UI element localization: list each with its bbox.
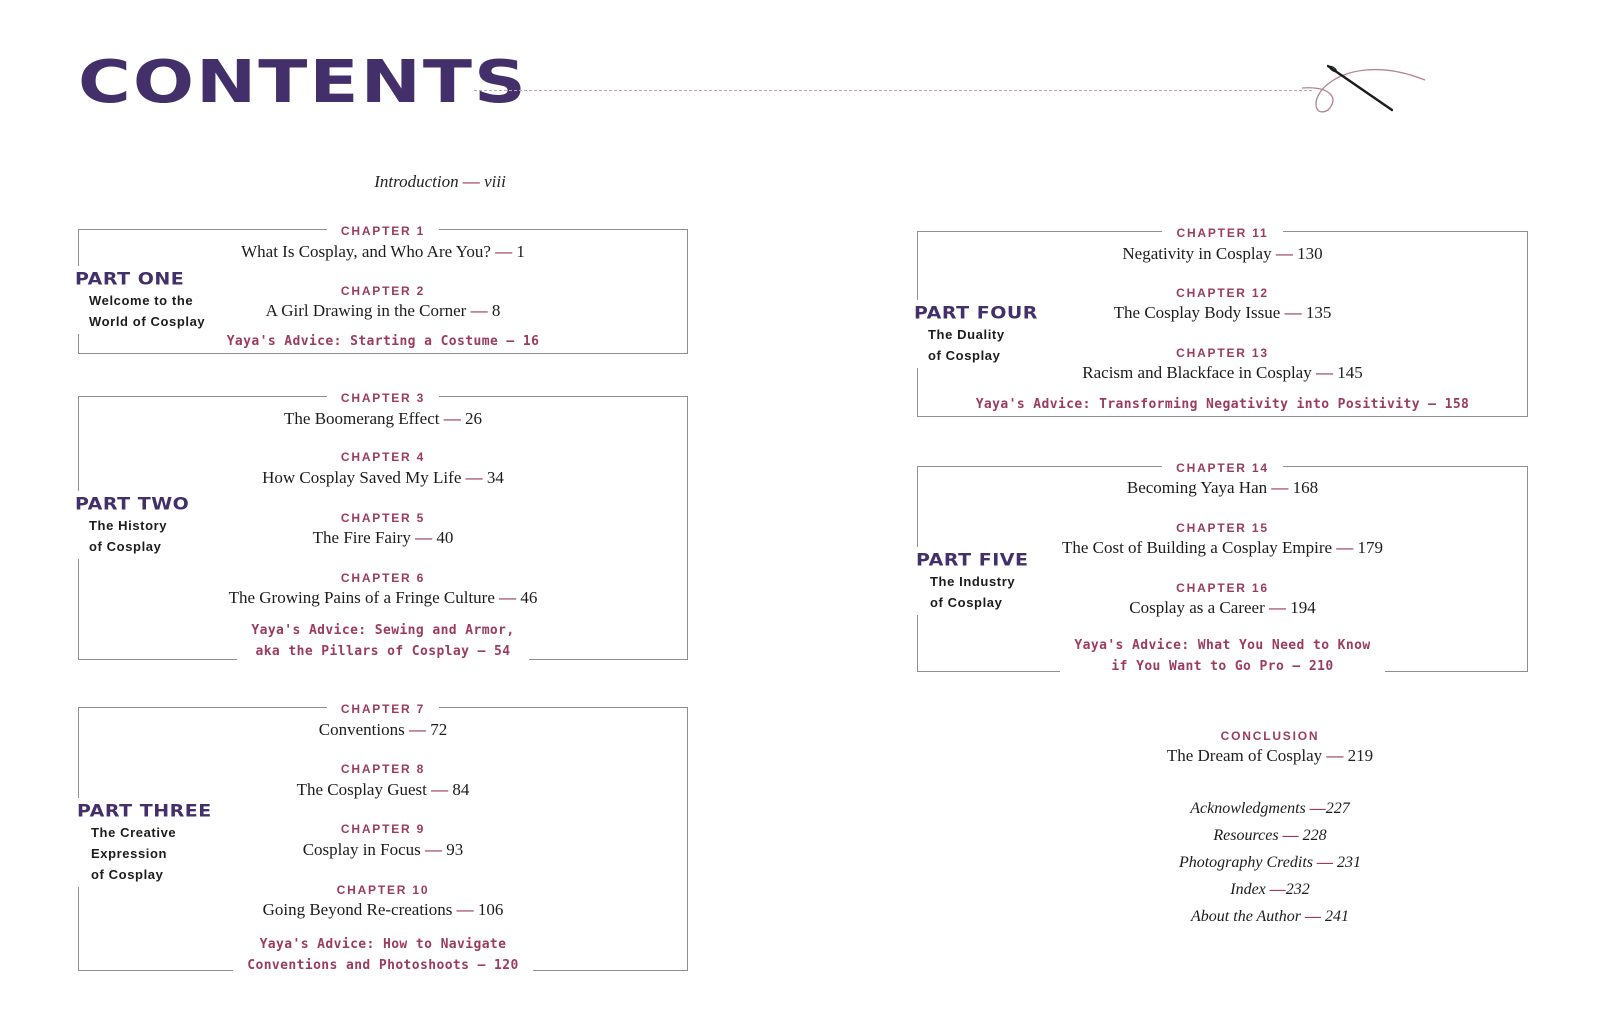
part-one-box xyxy=(75,224,688,354)
chapter-title: What Is Cosplay, and Who Are You? xyxy=(241,242,491,261)
chapter-page: 8 xyxy=(491,301,501,320)
chapter-page: 93 xyxy=(446,840,464,859)
back-matter-title: About the Author xyxy=(1191,908,1301,925)
chapter-title: Negativity in Cosplay xyxy=(1122,244,1272,263)
chapter-title: The Cost of Building a Cosplay Empire xyxy=(1061,538,1333,557)
conclusion-label: CONCLUSION xyxy=(1207,729,1334,743)
chapter-page: 34 xyxy=(486,468,504,487)
part-subtitle: Welcome to the xyxy=(89,293,194,308)
chapter-page: 84 xyxy=(452,780,470,799)
chapter-entry[interactable]: A Girl Drawing in the Corner — 8 xyxy=(265,301,501,320)
chapter-page: 194 xyxy=(1290,598,1316,617)
chapter-page: 72 xyxy=(430,720,448,739)
part-heading xyxy=(914,300,1046,368)
chapter-entry[interactable]: What Is Cosplay, and Who Are You? — 1 xyxy=(241,242,525,261)
part-three-box xyxy=(77,702,688,973)
chapter-page: 135 xyxy=(1305,303,1332,322)
part-name: PART FIVE xyxy=(916,550,1029,570)
advice-line: Conventions and Photoshoots — 120 xyxy=(247,958,519,973)
chapter-entry[interactable]: The Boomerang Effect — 26 xyxy=(284,409,482,428)
part-five-box xyxy=(916,461,1528,674)
introduction-page: viii xyxy=(484,172,506,191)
chapter-title: Becoming Yaya Han xyxy=(1126,478,1268,497)
chapter-page: 40 xyxy=(436,528,454,547)
part-name: PART THREE xyxy=(77,801,212,821)
chapter-title: The Fire Fairy xyxy=(312,528,411,547)
chapter-label: CHAPTER 14 xyxy=(1162,461,1283,475)
chapter-label: CHAPTER 9 xyxy=(327,822,439,836)
introduction-entry[interactable]: Introduction — viii xyxy=(374,172,506,191)
chapter-entry[interactable]: Negativity in Cosplay — 130 xyxy=(1122,244,1323,263)
chapter-entry[interactable]: Racism and Blackface in Cosplay — 145 xyxy=(1082,363,1363,382)
conclusion-title: The Dream of Cosplay xyxy=(1166,746,1323,765)
chapter-page: 168 xyxy=(1292,478,1319,497)
advice-line: Yaya's Advice: How to Navigate xyxy=(259,937,507,952)
needle-thread-icon xyxy=(1300,58,1430,118)
chapter-entry[interactable]: The Growing Pains of a Fringe Culture — 46 xyxy=(228,588,538,607)
back-matter-title: Index xyxy=(1230,881,1266,898)
part-subtitle: The Industry xyxy=(930,574,1016,589)
back-matter-entry[interactable]: Resources — 228 xyxy=(1213,827,1327,844)
chapter-label: CHAPTER 11 xyxy=(1162,226,1282,240)
chapter-page: 1 xyxy=(516,242,525,261)
part-subtitle: of Cosplay xyxy=(930,595,1003,610)
back-matter-entry[interactable]: Acknowledgments —227 xyxy=(1190,800,1350,817)
chapter-label: CHAPTER 5 xyxy=(327,511,439,525)
chapter-page: 145 xyxy=(1337,363,1363,382)
back-matter-page: 241 xyxy=(1324,908,1349,925)
chapter-entry[interactable]: The Cosplay Guest — 84 xyxy=(296,780,470,799)
part-subtitle: of Cosplay xyxy=(928,348,1001,363)
chapter-entry[interactable]: The Fire Fairy — 40 xyxy=(312,528,454,547)
advice-line: aka the Pillars of Cosplay — 54 xyxy=(255,644,511,659)
advice-entry[interactable] xyxy=(1060,635,1384,677)
chapter-title: The Cosplay Body Issue xyxy=(1113,303,1281,322)
back-matter-title: Resources xyxy=(1213,827,1279,844)
chapter-entry[interactable]: Cosplay in Focus — 93 xyxy=(302,840,464,859)
chapter-entry[interactable]: How Cosplay Saved My Life — 34 xyxy=(262,468,504,487)
dashed-rule xyxy=(474,90,1312,91)
chapter-page: 26 xyxy=(464,409,482,428)
chapter-title: Racism and Blackface in Cosplay xyxy=(1082,363,1312,382)
chapter-title: The Growing Pains of a Fringe Culture xyxy=(228,588,495,607)
chapter-entry[interactable]: Becoming Yaya Han — 168 xyxy=(1126,478,1319,497)
chapter-title: How Cosplay Saved My Life xyxy=(262,468,462,487)
chapter-label: CHAPTER 13 xyxy=(1162,346,1283,360)
back-matter-entry[interactable]: About the Author — 241 xyxy=(1191,908,1349,925)
back-matter-page: 228 xyxy=(1302,827,1327,844)
chapter-page: 130 xyxy=(1297,244,1323,263)
chapter-entry[interactable]: The Cosplay Body Issue — 135 xyxy=(1113,303,1332,322)
chapter-entry[interactable]: The Cost of Building a Cosplay Empire — 179 xyxy=(1061,538,1384,557)
chapter-label: CHAPTER 4 xyxy=(327,450,439,464)
chapter-label: CHAPTER 7 xyxy=(327,702,439,716)
chapter-label: CHAPTER 6 xyxy=(327,571,439,585)
chapter-title: Going Beyond Re-creations xyxy=(262,900,453,919)
conclusion-label-wrap xyxy=(1100,727,1440,745)
advice-entry[interactable]: Yaya's Advice: Starting a Costume — 16 xyxy=(213,331,554,352)
chapter-label: CHAPTER 12 xyxy=(1162,286,1283,300)
back-matter-title: Photography Credits xyxy=(1178,854,1314,871)
chapter-title: A Girl Drawing in the Corner xyxy=(265,301,467,320)
back-matter-page: 231 xyxy=(1337,854,1362,871)
part-subtitle: World of Cosplay xyxy=(89,314,206,329)
back-matter-entry[interactable]: Index —232 xyxy=(1230,881,1310,898)
part-name: PART TWO xyxy=(75,494,190,514)
chapter-label: CHAPTER 16 xyxy=(1162,581,1283,595)
chapter-title: Cosplay in Focus xyxy=(302,840,421,859)
part-subtitle: The Creative xyxy=(91,825,177,840)
chapter-entry[interactable]: Conventions — 72 xyxy=(318,720,448,739)
part-subtitle: Expression xyxy=(91,846,168,861)
chapter-label: CHAPTER 3 xyxy=(327,391,439,405)
chapter-page: 106 xyxy=(477,900,504,919)
chapter-entry[interactable]: Going Beyond Re-creations — 106 xyxy=(262,900,504,919)
advice-entry[interactable] xyxy=(233,934,532,976)
conclusion-page: 219 xyxy=(1347,746,1374,765)
part-heading xyxy=(77,798,220,887)
chapter-entry[interactable]: Cosplay as a Career — 194 xyxy=(1129,598,1316,617)
part-two-box xyxy=(75,391,688,660)
advice-line: Yaya's Advice: Sewing and Armor, xyxy=(251,623,515,638)
advice-line: if You Want to Go Pro — 210 xyxy=(1111,659,1334,674)
back-matter-page: 227 xyxy=(1325,800,1350,817)
chapter-label: CHAPTER 15 xyxy=(1162,521,1283,535)
part-four-box xyxy=(914,226,1528,417)
chapter-label: CHAPTER 8 xyxy=(327,762,439,776)
page-title: CONTENTS xyxy=(78,47,528,116)
part-heading xyxy=(75,491,197,559)
conclusion-entry[interactable]: The Dream of Cosplay — 219 xyxy=(1166,746,1374,765)
chapter-title: Cosplay as a Career xyxy=(1129,598,1265,617)
part-subtitle: of Cosplay xyxy=(89,539,162,554)
part-heading xyxy=(916,547,1036,615)
chapter-title: Conventions xyxy=(318,720,405,739)
chapter-label: CHAPTER 1 xyxy=(327,224,439,238)
part-name: PART FOUR xyxy=(914,303,1038,323)
chapter-title: The Boomerang Effect xyxy=(284,409,440,428)
chapter-label: CHAPTER 2 xyxy=(327,284,439,298)
chapter-page: 179 xyxy=(1357,538,1384,557)
part-name: PART ONE xyxy=(75,269,185,289)
chapter-label: CHAPTER 10 xyxy=(323,883,444,897)
chapter-title: The Cosplay Guest xyxy=(296,780,427,799)
back-matter-entry[interactable]: Photography Credits — 231 xyxy=(1178,854,1362,871)
advice-line: Yaya's Advice: What You Need to Know xyxy=(1074,638,1371,653)
introduction-label: Introduction xyxy=(374,172,459,191)
back-matter-title: Acknowledgments xyxy=(1190,800,1306,817)
part-heading xyxy=(75,266,213,334)
part-subtitle: The History xyxy=(89,518,168,533)
back-matter-page: 232 xyxy=(1285,881,1310,898)
chapter-page: 46 xyxy=(520,588,538,607)
part-subtitle: The Duality xyxy=(928,327,1005,342)
advice-entry[interactable]: Yaya's Advice: Transforming Negativity into Positivity — 158 xyxy=(962,394,1484,415)
part-subtitle: of Cosplay xyxy=(91,867,164,882)
advice-entry[interactable] xyxy=(237,620,528,662)
